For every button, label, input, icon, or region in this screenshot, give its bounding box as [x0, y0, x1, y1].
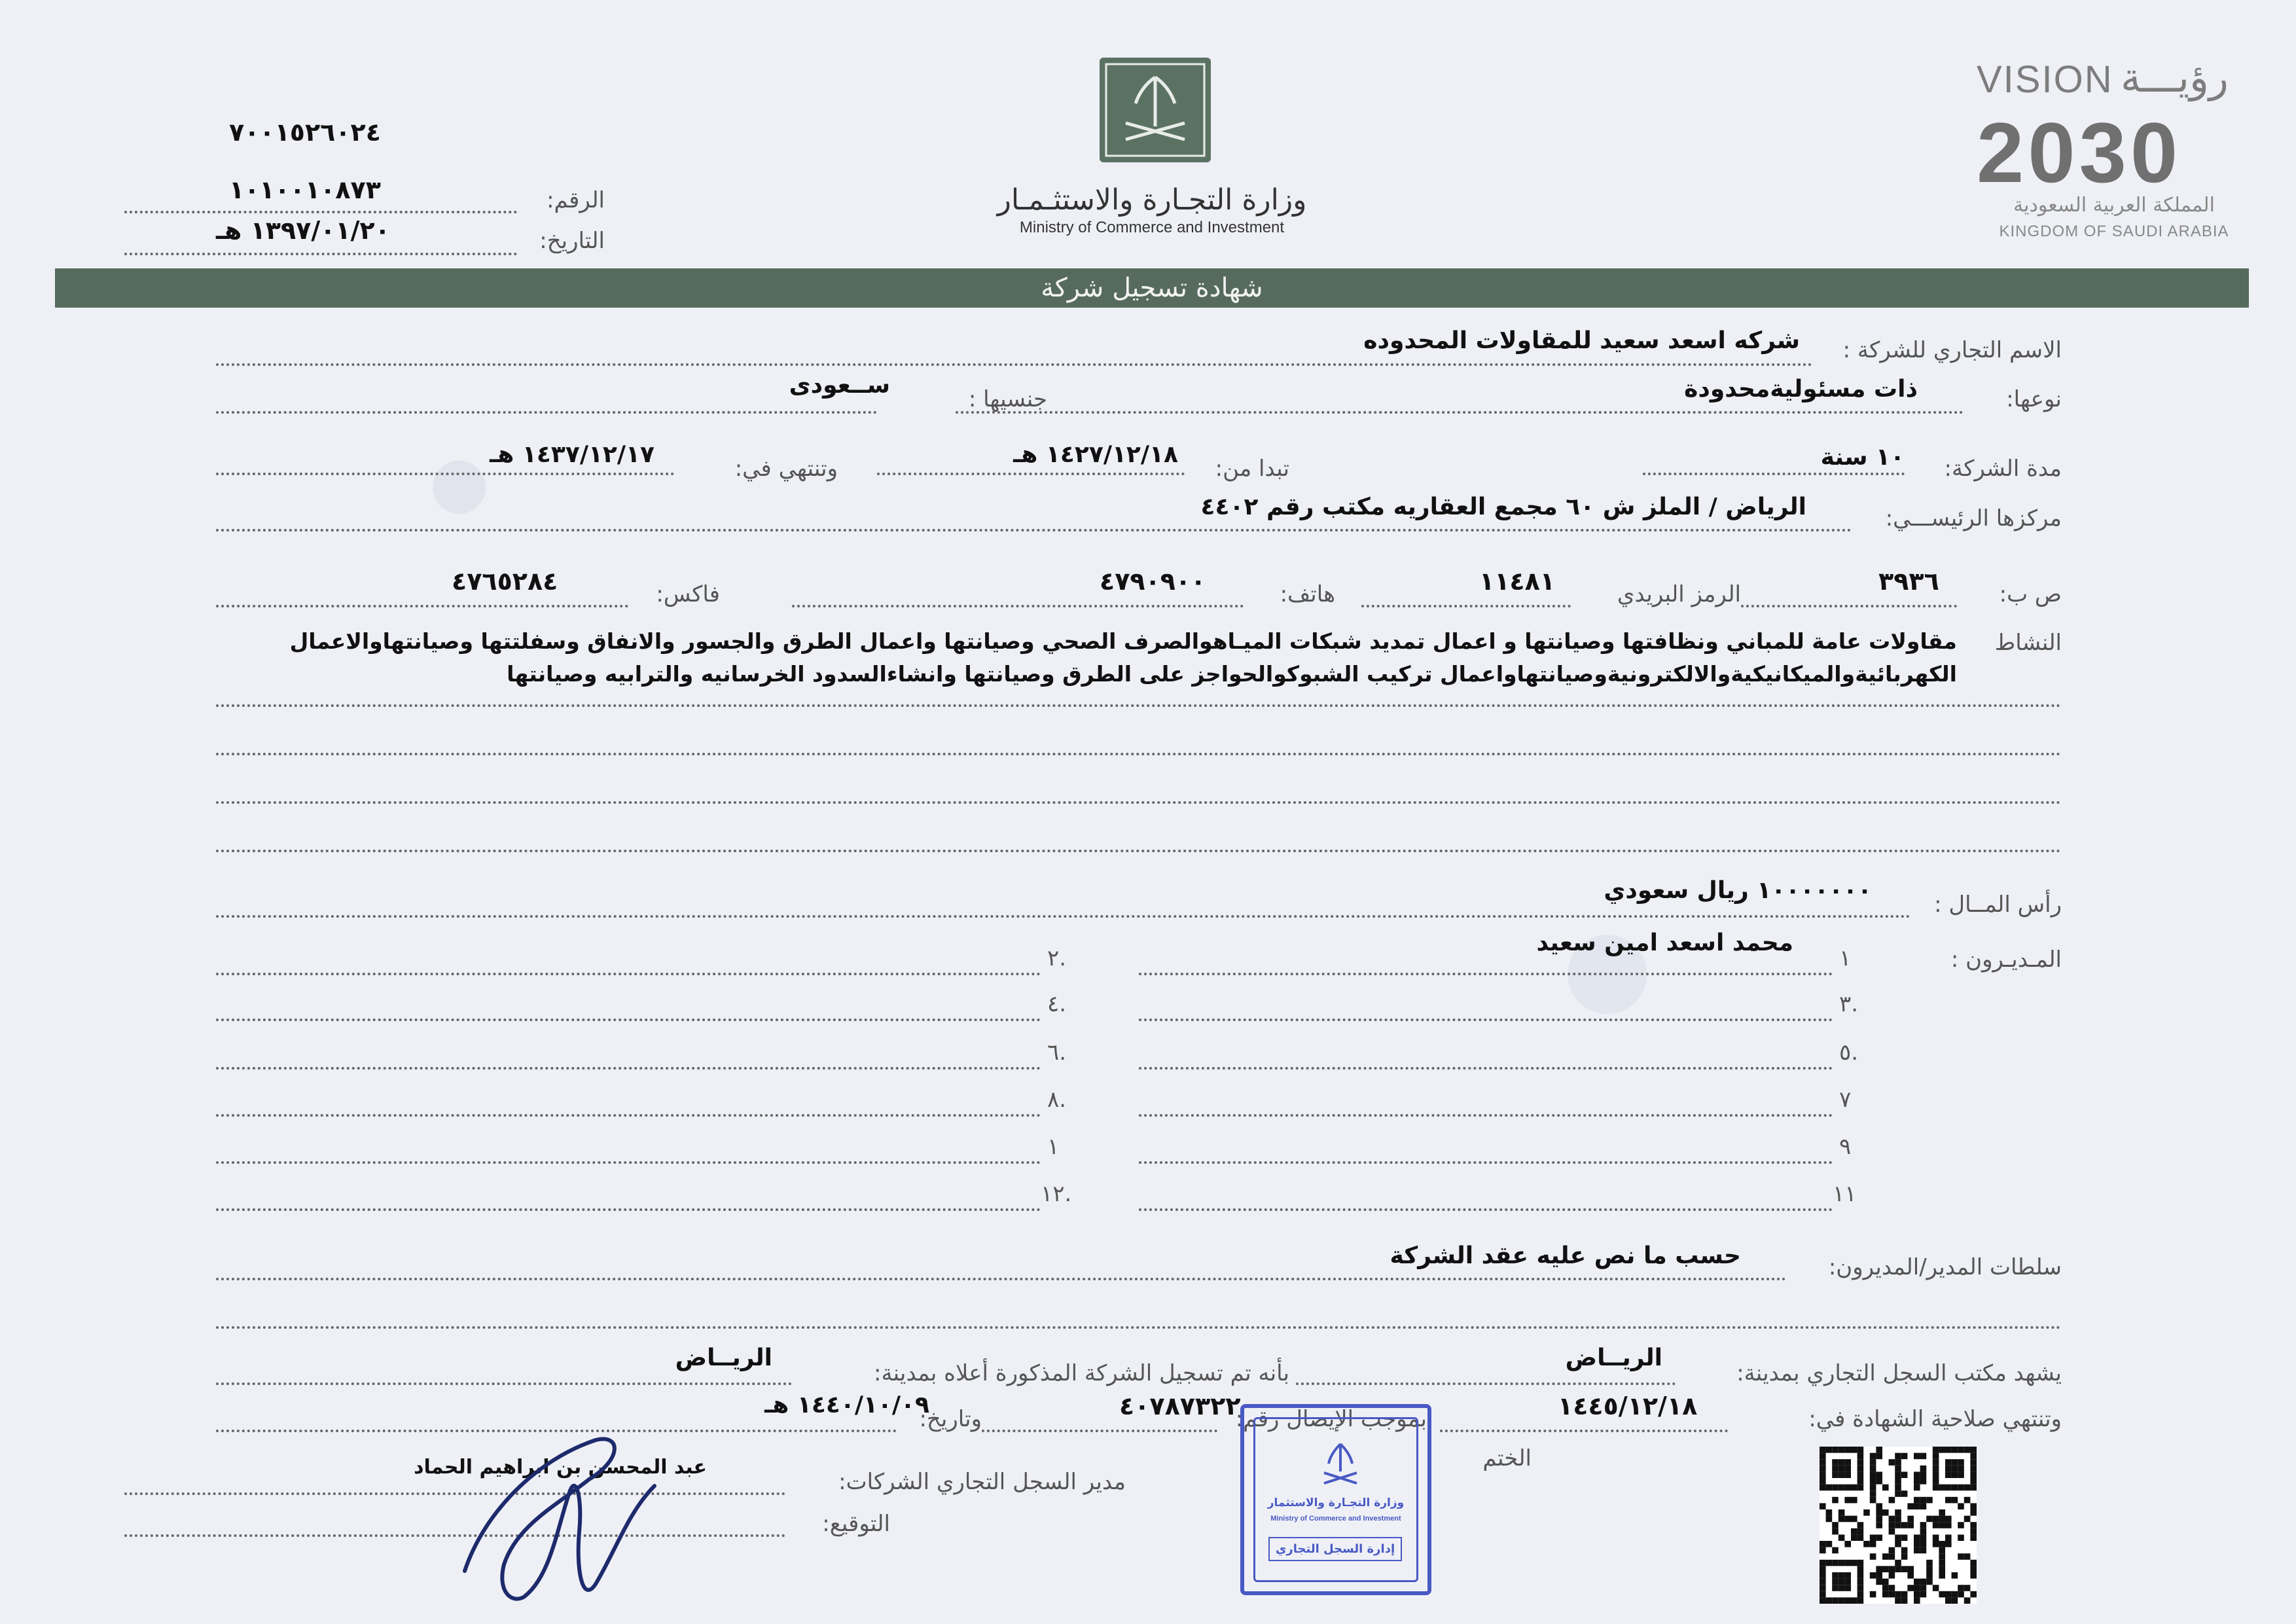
nationality-label: جنسيها : — [968, 386, 1047, 412]
manager-num-6: ٦. — [1047, 1039, 1067, 1066]
authority-dots — [216, 1278, 1787, 1280]
type-label: نوعها: — [2006, 386, 2062, 412]
activity-line-1: مقاولات عامة للمباني ونظافتها وصيانتها و اعمال تمديد شبكات الميـاهوالصرف الصحي وصيانتها واعمال الطرق والجسور والانفاق وسفلتتها وصيانتهاوالاعمال — [289, 628, 1957, 654]
activity-dots-3 — [216, 801, 2062, 804]
receipt-label: بموجب الإيصال رقم: — [1235, 1406, 1427, 1432]
manager-dots-8 — [216, 1114, 1041, 1117]
type-dots — [956, 411, 1964, 414]
manager-dots-10 — [216, 1161, 1041, 1164]
date-dots — [124, 253, 517, 255]
registry-stamp — [1240, 1404, 1431, 1595]
manager-dots-1 — [1139, 973, 1833, 975]
phone-dots — [792, 605, 1244, 607]
nationality-value: ســعودى — [789, 372, 890, 399]
ministry-emblem — [1100, 58, 1211, 162]
manager-dots-7 — [1139, 1114, 1833, 1117]
receipt-dots — [982, 1430, 1217, 1432]
hq-dots — [216, 529, 1852, 532]
registry-manager-name: عبد المحسن بن ابراهيم الحماد — [414, 1456, 707, 1479]
date-value: ١٣٩٧/٠١/٢٠ هـ — [216, 216, 390, 245]
fax-label: فاكس: — [656, 581, 720, 607]
number-label: الرقم: — [547, 187, 605, 213]
date-label: التاريخ: — [539, 228, 605, 254]
registered-dots — [216, 1382, 792, 1385]
seal-label: الختم — [1482, 1445, 1532, 1471]
registry-manager-dots — [124, 1492, 785, 1495]
manager-dots-3 — [1139, 1019, 1833, 1021]
signature-label: التوقيع: — [822, 1511, 890, 1537]
activity-label: النشاط — [1994, 630, 2062, 656]
certify-dots — [1296, 1382, 1676, 1385]
registry-manager-label: مدير السجل التجاري الشركات: — [838, 1469, 1126, 1495]
hq-value: الرياض / الملز ش ٦٠ مجمع العقاريه مكتب رقم ٤٤٠٢ — [1200, 494, 1806, 520]
receipt-date-label: وتاريخ: — [919, 1406, 982, 1432]
manager-dots-4 — [216, 1019, 1041, 1021]
managers-label: المـديـرون : — [1950, 947, 2062, 973]
end-dots — [216, 473, 674, 475]
type-value: ذات مسئوليةمحدودة — [1684, 376, 1918, 403]
certify-label: يشهد مكتب السجل التجاري بمدينة: — [1736, 1360, 2062, 1386]
nationality-dots — [216, 411, 877, 414]
authority-dots-2 — [216, 1326, 2062, 1329]
activity-line-2: الكهربائيةوالميكانيكيةوالالكترونيةوصيانتهاواعمال تركيب الشبوكوالحواجز على الطرق وصيانتها وانشاءالسدود الخرسانيه والترابيه وصيانتها — [507, 661, 1957, 687]
registered-city: الريــاض — [675, 1344, 772, 1371]
po-dots — [1741, 605, 1957, 607]
phone-value: ٤٧٩٠٩٠٠ — [1100, 567, 1206, 596]
manager-dots-12 — [216, 1208, 1041, 1211]
trade-name-value: شركه اسعد سعيد للمقاولات المحدوده — [1363, 327, 1800, 354]
stamp-text-dept: إدارة السجل التجاري — [1268, 1537, 1402, 1561]
manager-num-11: ١١ — [1833, 1181, 1857, 1207]
phone-label: هاتف: — [1280, 581, 1335, 607]
manager-num-10: ١ — [1047, 1134, 1060, 1160]
authority-value: حسب ما نص عليه عقد الشركة — [1390, 1242, 1741, 1269]
trade-name-dots — [216, 363, 1813, 366]
validity-dots — [1440, 1430, 1728, 1432]
qr-code — [1820, 1447, 1977, 1604]
certificate-title-band — [55, 268, 2249, 308]
ministry-name-ar: وزارة التجـارة والاستثـمـار — [997, 183, 1307, 217]
manager-num-7: ٧ — [1839, 1087, 1852, 1113]
hq-label: مركزها الرئيســـي: — [1885, 505, 2062, 532]
end-label: وتنتهي في: — [734, 456, 838, 482]
manager-dots-2 — [216, 973, 1041, 975]
activity-dots-1 — [216, 704, 2062, 707]
manager-num-4: ٤. — [1047, 991, 1067, 1017]
manager-dots-5 — [1139, 1067, 1833, 1070]
stamp-text-ar: وزارة التجـارة والاستثمار — [1267, 1496, 1405, 1509]
postal-dots — [1361, 605, 1571, 607]
manager-num-8: ٨. — [1047, 1087, 1067, 1113]
receipt-date-value: ١٤٤٠/١٠/٠٩ هـ — [764, 1392, 929, 1418]
activity-dots-4 — [216, 850, 2062, 852]
fax-dots — [216, 605, 628, 607]
validity-label: وتنتهي صلاحية الشهادة في: — [1808, 1406, 2062, 1432]
trade-name-label: الاسم التجاري للشركة : — [1842, 337, 2062, 363]
fax-value: ٤٧٦٥٢٨٤ — [452, 567, 558, 596]
start-label: تبدا من: — [1215, 456, 1289, 482]
po-label: ص ب: — [1999, 581, 2062, 607]
registered-label: بأنه تم تسجيل الشركة المذكورة أعلاه بمدينة: — [873, 1360, 1289, 1386]
duration-label: مدة الشركة: — [1944, 456, 2062, 482]
receipt-value: ٤٠٧٨٧٣٢٢ — [1119, 1392, 1241, 1420]
authority-label: سلطات المدير/المديرون: — [1828, 1254, 2062, 1280]
start-dots — [877, 473, 1185, 475]
capital-label: رأس المــال : — [1934, 892, 2062, 918]
stamp-emblem-icon — [1314, 1439, 1367, 1491]
ref-code: ٧٠٠١٥٢٦٠٢٤ — [229, 118, 381, 147]
validity-value: ١٤٤٥/١٢/١٨ — [1558, 1392, 1698, 1420]
manager-num-5: ٥. — [1839, 1039, 1859, 1066]
manager-num-1: ١ — [1839, 945, 1852, 971]
duration-value: ١٠ سنة — [1820, 444, 1905, 471]
certificate-title: شهادة تسجيل شركة — [1041, 273, 1263, 303]
manager-1-name: محمد اسعد امين سعيد — [1536, 929, 1793, 956]
start-value: ١٤٢٧/١٢/١٨ هـ — [1013, 441, 1178, 468]
manager-num-12: ١٢. — [1041, 1181, 1072, 1207]
certify-city: الريــاض — [1565, 1344, 1662, 1371]
stamp-text-en: Ministry of Commerce and Investment — [1270, 1515, 1401, 1523]
signature-dots — [124, 1534, 785, 1537]
capital-dots — [216, 915, 1911, 918]
manager-num-9: ٩ — [1839, 1134, 1852, 1160]
ministry-name-en: Ministry of Commerce and Investment — [1019, 219, 1285, 236]
end-value: ١٤٣٧/١٢/١٧ هـ — [490, 441, 655, 468]
duration-dots — [1643, 473, 1905, 475]
manager-num-3: ٣. — [1839, 991, 1859, 1017]
manager-dots-11 — [1139, 1208, 1833, 1211]
po-value: ٣٩٣٦ — [1878, 567, 1939, 596]
vision-2030-logo: VISION رؤيـــة 2030 المملكة العربية السعودية KINGDOM OF SAUDI ARABIA — [1977, 54, 2229, 240]
manager-dots-6 — [216, 1067, 1041, 1070]
number-value: ١٠١٠٠١٠٨٧٣ — [229, 175, 381, 204]
signature-mark — [458, 1420, 668, 1617]
number-dots — [124, 211, 517, 213]
manager-num-2: ٢. — [1047, 945, 1067, 971]
activity-dots-2 — [216, 753, 2062, 755]
postal-label: الرمز البريدي — [1617, 581, 1741, 607]
manager-dots-9 — [1139, 1161, 1833, 1164]
postal-value: ١١٤٨١ — [1479, 567, 1555, 596]
capital-value: ١٠٠٠٠٠٠٠ ريال سعودي — [1604, 877, 1872, 904]
